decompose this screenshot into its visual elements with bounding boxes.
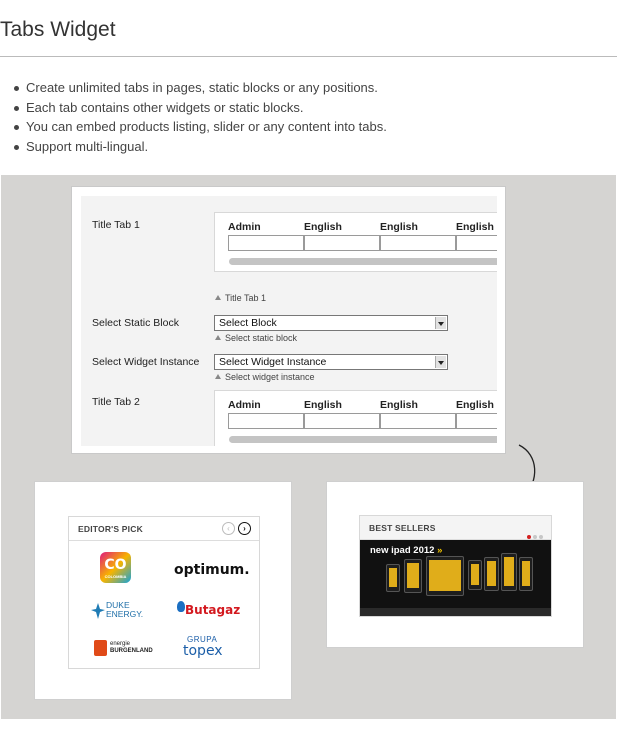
phone-image	[501, 553, 517, 591]
feature-item: Support multi-lingual.	[14, 137, 387, 157]
lang-header-english: English	[380, 399, 418, 411]
editors-pick-card	[34, 481, 292, 700]
best-sellers-card	[326, 481, 584, 648]
title-input-english[interactable]	[456, 413, 497, 429]
title-input-english[interactable]	[304, 235, 380, 251]
energie-burgenland-logo[interactable]: energie BURGENLAND	[94, 640, 164, 658]
static-block-select[interactable]: Select Block	[214, 315, 448, 331]
optimum-logo[interactable]: optimum.	[174, 562, 250, 578]
lang-header-english: English	[456, 399, 494, 411]
feature-list	[14, 78, 387, 156]
feature-item: Create unlimited tabs in pages, static blocks or any positions.	[14, 78, 387, 98]
best-sellers-widget	[359, 515, 552, 617]
editors-pick-widget	[68, 516, 260, 669]
lang-header-admin: Admin	[228, 399, 261, 411]
chevron-right-icon[interactable]: ›	[238, 522, 251, 535]
banner-reflection	[360, 608, 551, 616]
phone-image	[468, 560, 482, 590]
title-tab-1-lang-table	[214, 212, 497, 272]
hint-triangle-icon	[215, 374, 221, 379]
title-tab-2-lang-table	[214, 390, 497, 446]
static-block-label: Select Static Block	[92, 317, 179, 329]
title-tab-1-hint: Title Tab 1	[215, 293, 266, 303]
lang-header-english: English	[380, 221, 418, 233]
hint-triangle-icon	[215, 295, 221, 300]
title-tab-1-label: Title Tab 1	[92, 219, 140, 231]
duke-mark-icon	[91, 603, 105, 619]
chevron-left-icon[interactable]: ‹	[222, 522, 235, 535]
slider-dot[interactable]	[533, 535, 537, 539]
widget-instance-hint: Select widget instance	[215, 372, 315, 382]
title-divider	[0, 56, 617, 57]
title-input-english[interactable]	[456, 235, 497, 251]
widget-title: EDITOR'S PICK	[78, 524, 143, 534]
phone-image	[519, 557, 533, 591]
energie-mark-icon	[94, 640, 107, 656]
slider-dot-active[interactable]	[527, 535, 531, 539]
dropdown-arrow-icon[interactable]	[435, 356, 446, 368]
colombia-logo[interactable]: CO COLOMBIA	[100, 552, 131, 583]
showcase-panel	[1, 175, 616, 719]
title-input-english[interactable]	[380, 235, 456, 251]
grupa-topex-logo[interactable]: GRUPA topex	[183, 635, 223, 659]
lang-header-admin: Admin	[228, 221, 261, 233]
admin-form-card	[71, 186, 506, 454]
duke-energy-logo[interactable]: DUKE ENERGY.	[91, 601, 151, 623]
title-input-admin[interactable]	[228, 413, 304, 429]
horizontal-scrollbar[interactable]	[229, 436, 497, 443]
admin-form	[81, 196, 497, 446]
banner-headline: new ipad 2012 »	[370, 545, 443, 556]
static-block-hint: Select static block	[215, 333, 297, 343]
dropdown-arrow-icon[interactable]	[435, 317, 446, 329]
widget-header	[69, 517, 259, 541]
horizontal-scrollbar[interactable]	[229, 258, 497, 265]
lang-header-english: English	[304, 399, 342, 411]
title-tab-2-label: Title Tab 2	[92, 396, 140, 408]
feature-item: Each tab contains other widgets or static blocks.	[14, 98, 387, 118]
feature-item: You can embed products listing, slider or any content into tabs.	[14, 117, 387, 137]
butagaz-drop-icon	[177, 601, 185, 612]
page-title: Tabs Widget	[0, 18, 116, 41]
title-input-english[interactable]	[380, 413, 456, 429]
butagaz-logo[interactable]: Butagaz	[177, 601, 237, 621]
phone-image	[386, 564, 400, 592]
title-input-admin[interactable]	[228, 235, 304, 251]
slider-dot[interactable]	[539, 535, 543, 539]
widget-instance-label: Select Widget Instance	[92, 356, 200, 368]
lang-header-english: English	[304, 221, 342, 233]
phone-image	[484, 557, 499, 591]
phone-image	[404, 559, 422, 593]
tablet-image	[426, 556, 464, 596]
product-banner[interactable]	[360, 540, 551, 616]
lang-header-english: English	[456, 221, 494, 233]
widget-header	[360, 516, 551, 540]
hint-triangle-icon	[215, 335, 221, 340]
title-input-english[interactable]	[304, 413, 380, 429]
widget-title: BEST SELLERS	[369, 523, 436, 533]
widget-instance-select[interactable]: Select Widget Instance	[214, 354, 448, 370]
